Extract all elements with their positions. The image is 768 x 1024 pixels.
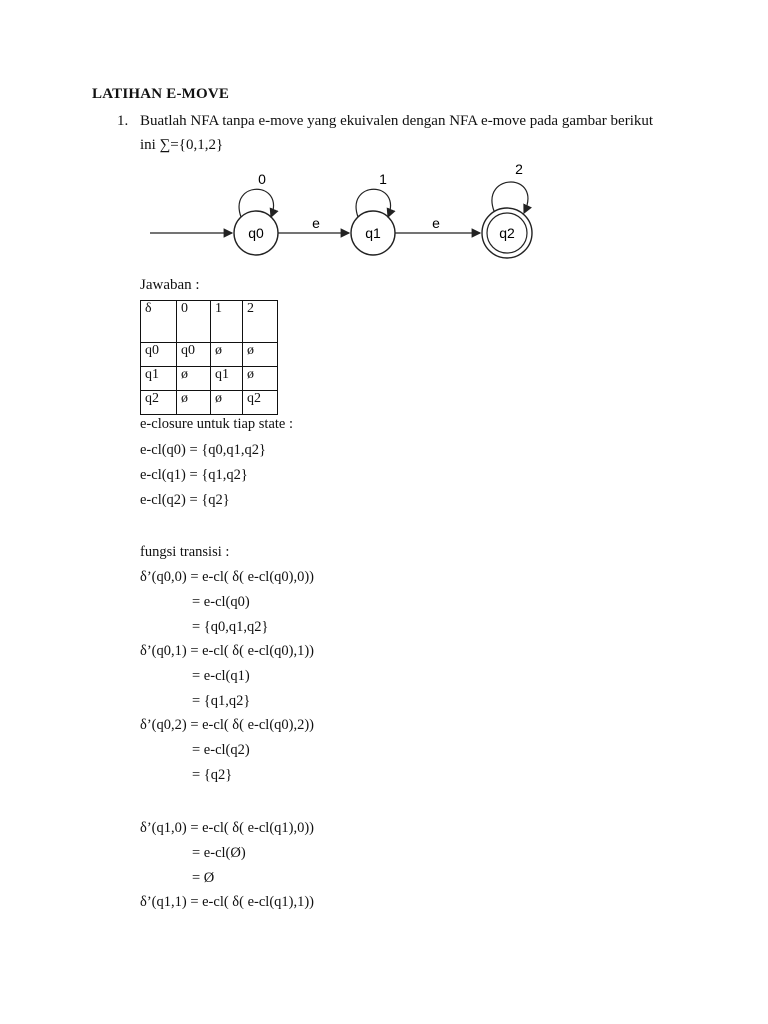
nfa-diagram [140,160,570,270]
transition-line: = e-cl(q0) [192,594,250,610]
closure-line: e-cl(q1) = {q1,q2} [140,467,248,483]
table-cell: ø [243,343,278,367]
transition-line: δ’(q1,0) = e-cl( δ( e-cl(q1),0)) [140,820,315,836]
state-q2-label: q2 [499,225,515,241]
table-row [141,367,278,391]
table-cell: 1 [211,301,243,343]
closure-line: e-cl(q2) = {q2} [140,492,230,508]
table-cell: δ [141,301,177,343]
question-number: 1. [117,113,129,129]
closure-line: e-cl(q0) = {q0,q1,q2} [140,442,266,458]
table-row [141,391,278,415]
table-cell: ø [177,391,211,415]
table-header-row [141,301,278,343]
transition-line: δ’(q1,1) = e-cl( δ( e-cl(q1),1)) [140,894,315,910]
page-title: LATIHAN E-MOVE [92,86,230,102]
transition-line: = e-cl(Ø) [192,845,246,861]
transition-line: δ’(q0,0) = e-cl( δ( e-cl(q0),0)) [140,569,315,585]
table-cell: q2 [243,391,278,415]
table-cell: ø [243,367,278,391]
transition-line: δ’(q0,2) = e-cl( δ( e-cl(q0),2)) [140,717,315,733]
table-row [141,343,278,367]
state-q1-label: q1 [365,225,381,241]
transition-line: = {q0,q1,q2} [192,619,269,635]
transition-line: δ’(q0,1) = e-cl( δ( e-cl(q0),1)) [140,643,315,659]
table-cell: q1 [211,367,243,391]
transition-line: = {q2} [192,767,233,783]
answer-label: Jawaban : [140,277,200,293]
table-cell: 2 [243,301,278,343]
edge-q0-q1-label: e [312,215,320,231]
table-cell: 0 [177,301,211,343]
table-cell: q0 [141,343,177,367]
table-cell: q1 [141,367,177,391]
edge-q1-q2-label: e [432,215,440,231]
table-cell: ø [211,391,243,415]
table-cell: ø [211,343,243,367]
loop-q2-label: 2 [515,161,523,177]
loop-q1-label: 1 [379,171,387,187]
question-text: Buatlah NFA tanpa e-move yang ekuivalen dengan NFA e-move pada gambar berikut [140,113,654,129]
transition-line: = e-cl(q1) [192,668,250,684]
closure-heading: e-closure untuk tiap state : [140,416,294,432]
transition-line: = e-cl(q2) [192,742,250,758]
transition-table [140,300,278,415]
loop-q0-label: 0 [258,171,266,187]
state-q0-label: q0 [248,225,264,241]
table-cell: q0 [177,343,211,367]
transition-heading: fungsi transisi : [140,544,230,560]
table-cell: q2 [141,391,177,415]
transition-line: = {q1,q2} [192,693,251,709]
transition-line: = Ø [192,870,215,886]
question-alphabet: ini ∑={0,1,2} [140,137,224,153]
table-cell: ø [177,367,211,391]
